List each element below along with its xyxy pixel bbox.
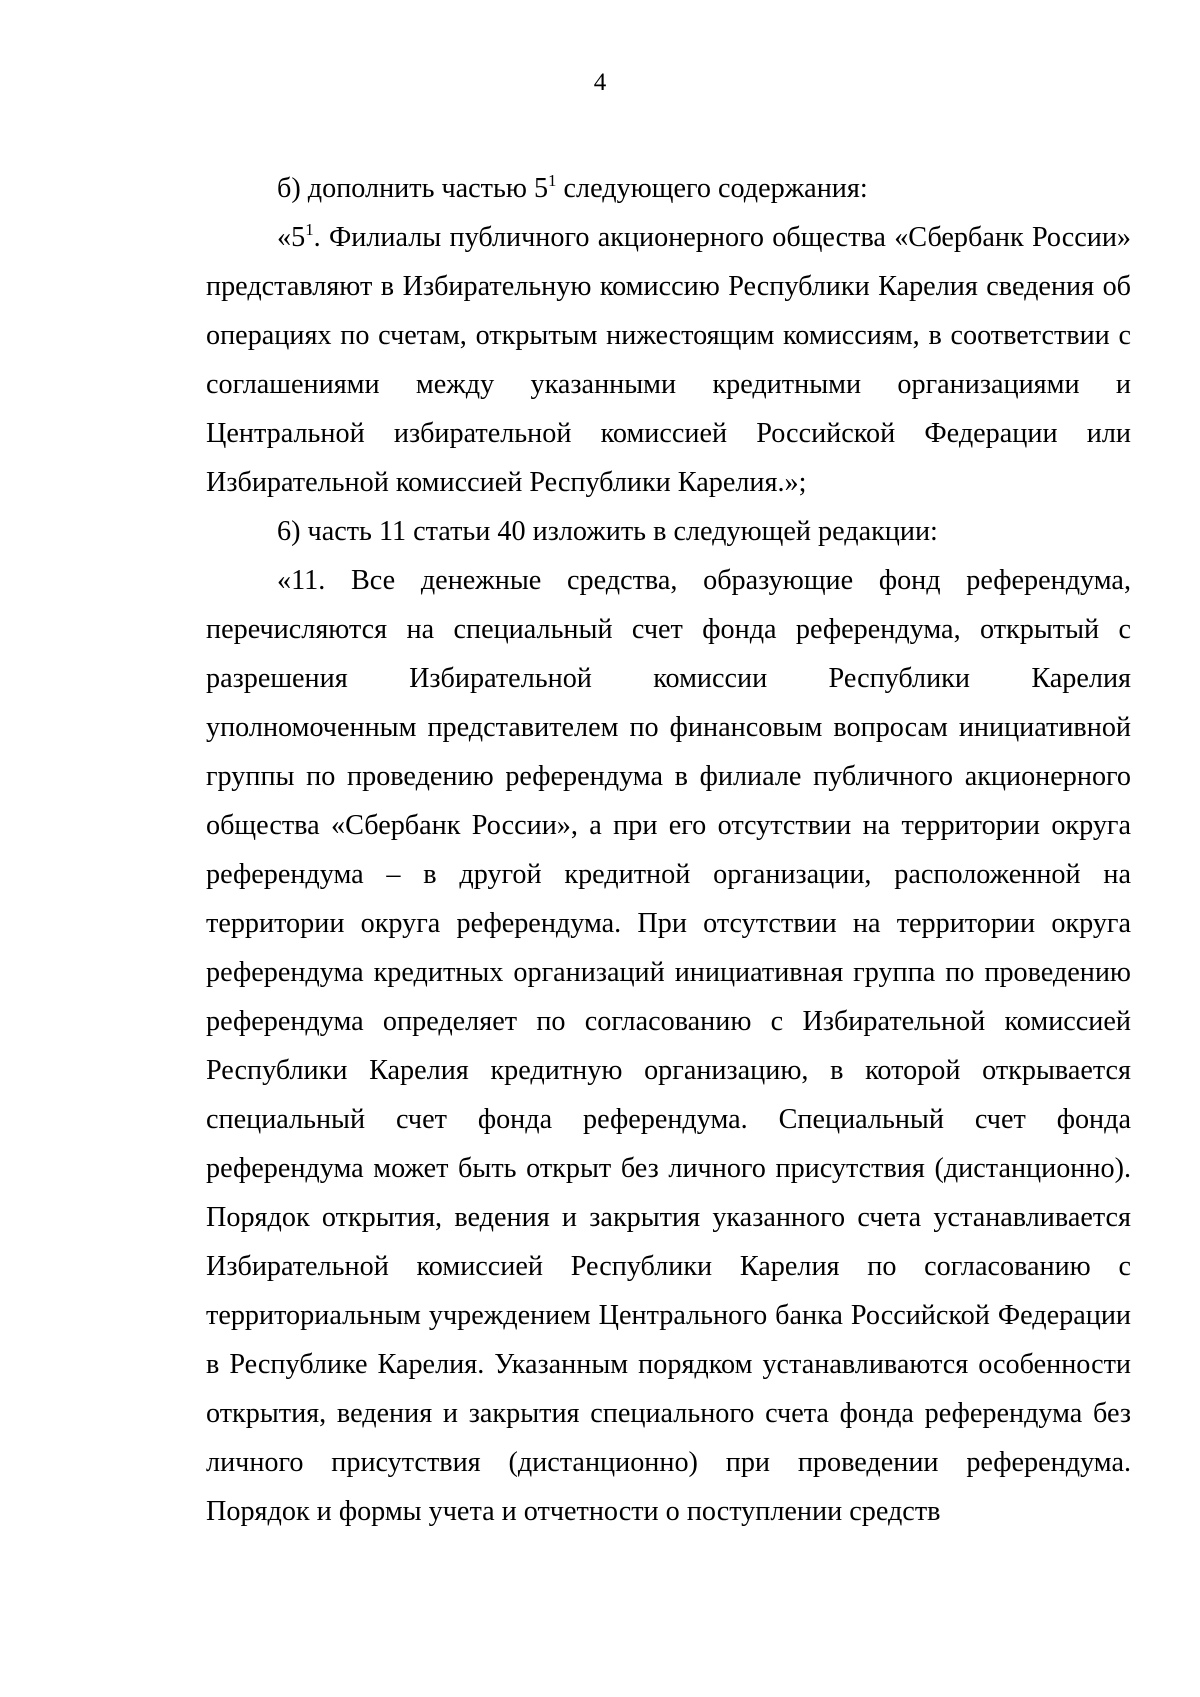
paragraph-part-5-1 — [206, 213, 1131, 507]
paragraph-text: б) дополнить частью 5 — [277, 173, 549, 204]
paragraph-amend-6: 6) часть 11 статьи 40 изложить в следующей редакции: — [277, 516, 938, 547]
paragraph-text: . Филиалы публичного акционерного общества «Сбербанк России» представляют в Избирательную комиссию Республики Карелия сведения об операциях по счетам, открытым нижестоящим комиссиям, в соответствии с соглашениями между указанными кредитными организациями и Центральной избирательной комиссией Российской Федерации или Избирательной комиссией Республики Карелия.»; — [206, 222, 1131, 498]
paragraph-amend-b — [206, 164, 1131, 213]
page-number: 4 — [593, 69, 607, 96]
superscript-index: 1 — [305, 220, 314, 240]
paragraph-part-11: «11. Все денежные средства, образующие фонд референдума, перечисляются на специальный счет фонда референдума, открытый с разрешения Избирательной комиссии Республики Карелия уполномоченным представителем по финансовым вопросам инициативной группы по проведению референдума в филиале публичного акционерного общества «Сбербанк России», а при его отсутствии на территории округа референдума – в другой кредитной организации, расположенной на территории округа референдума. При отсутствии на территории округа референдума кредитных организаций инициативная группа по проведению референдума определяет по согласованию с Избирательной комиссией Республики Карелия кредитную организацию, в которой открывается специальный счет фонда референдума. Специальный счет фонда референдума может быть открыт без личного присутствия (дистанционно). Порядок открытия, ведения и закрытия указанного счета устанавливается Избирательной комиссией Республики Карелия по согласованию с территориальным учреждением Центрального банка Российской Федерации в Республике Карелия. Указанным порядком устанавливаются особенности открытия, ведения и закрытия специального счета фонда референдума без личного присутствия (дистанционно) при проведении референдума. Порядок и формы учета и отчетности о поступлении средств — [206, 565, 1131, 1527]
superscript-index: 1 — [548, 171, 557, 191]
paragraph-text: «5 — [277, 222, 306, 253]
paragraph-text: следующего содержания: — [556, 173, 868, 204]
document-body — [206, 164, 1131, 1536]
